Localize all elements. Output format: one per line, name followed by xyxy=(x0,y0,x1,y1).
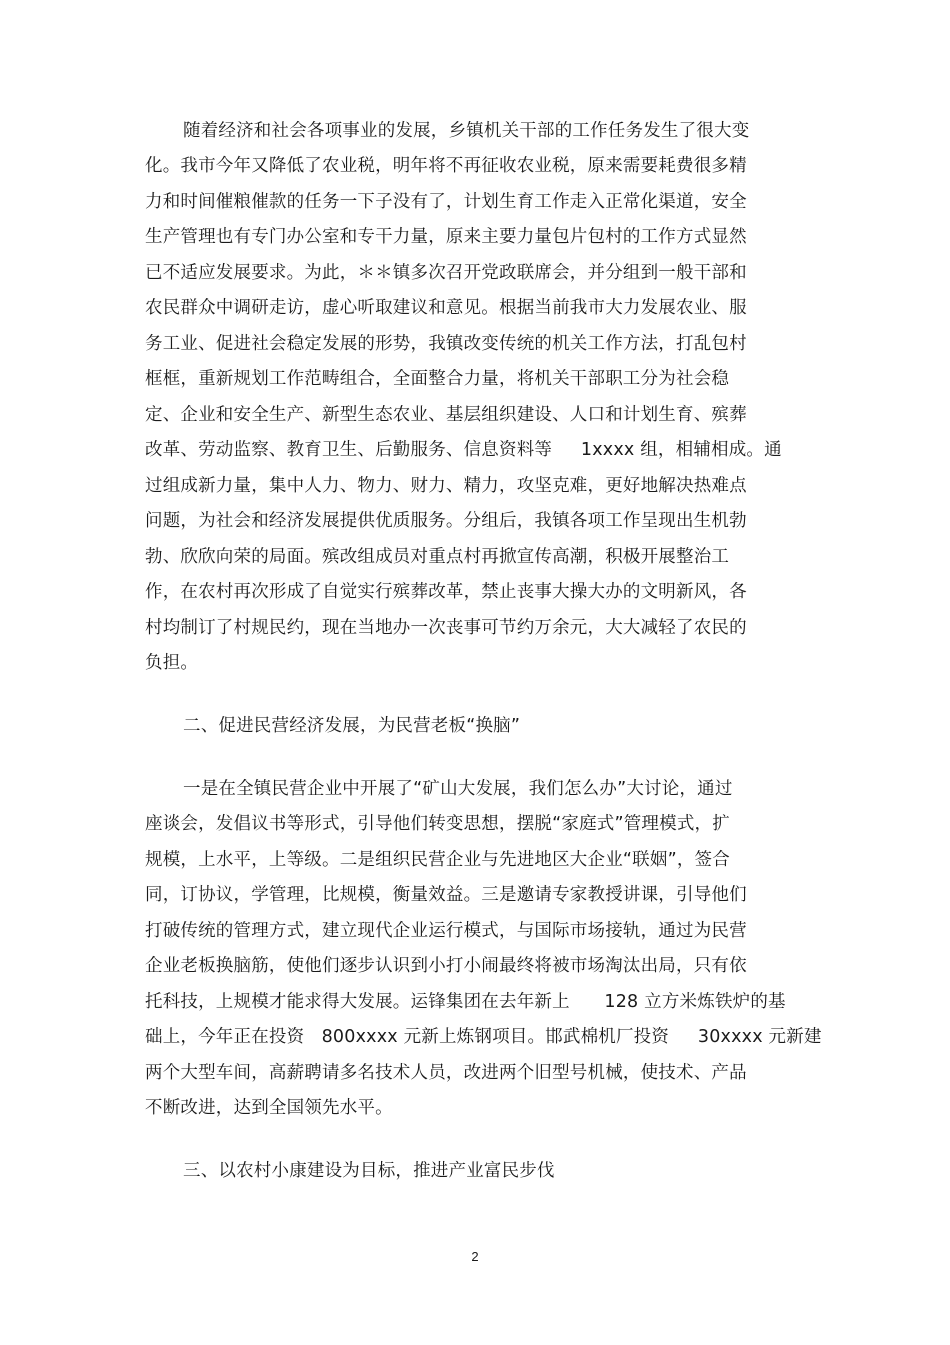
text-line: 务工业、促进社会稳定发展的形势，我镇改变传统的机关工作方法，打乱包村 xyxy=(145,334,747,354)
text-line: 企业老板换脑筋，使他们逐步认识到小打小闹最终将被市场淘汰出局，只有依 xyxy=(145,956,747,976)
text-line: 问题，为社会和经济发展提供优质服务。分组后，我镇各项工作呈现出生机勃 xyxy=(145,511,747,531)
text-line: 勃、欣欣向荣的局面。殡改组成员对重点村再掀宣传高潮，积极开展整治工 xyxy=(145,547,730,567)
text-line: 规模，上水平，上等级。二是组织民营企业与先进地区大企业“联姻”，签合 xyxy=(145,850,730,870)
text-line: 力和时间催粮催款的任务一下子没有了，计划生育工作走入正常化渠道，安全 xyxy=(145,192,747,212)
text-line: 托科技，上规模才能求得大发展。运锋集团在去年新上 128 立方米炼铁炉的基 xyxy=(145,992,786,1012)
text-line: 生产管理也有专门办公室和专干力量，原来主要力量包片包村的工作方式显然 xyxy=(145,227,747,247)
text-line: 随着经济和社会各项事业的发展，乡镇机关干部的工作任务发生了很大变 xyxy=(183,121,750,141)
text-line: 化。我市今年又降低了农业税，明年将不再征收农业税，原来需要耗费很多精 xyxy=(145,156,747,176)
section-heading: 二、促进民营经济发展，为民营老板“换脑” xyxy=(183,716,521,736)
text-line: 农民群众中调研走访，虚心听取建议和意见。根据当前我市大力发展农业、服 xyxy=(145,298,747,318)
text-line: 一是在全镇民营企业中开展了“矿山大发展，我们怎么办”大讨论，通过 xyxy=(183,779,733,799)
text-line: 负担。 xyxy=(145,653,199,673)
text-line: 座谈会，发倡议书等形式，引导他们转变思想，摆脱“家庭式”管理模式，扩 xyxy=(145,814,730,834)
section-heading: 三、以农村小康建设为目标，推进产业富民步伐 xyxy=(183,1161,555,1181)
text-line: 已不适应发展要求。为此，＊＊镇多次召开党政联席会，并分组到一般干部和 xyxy=(145,263,747,283)
text-line: 定、企业和安全生产、新型生态农业、基层组织建设、人口和计划生育、殡葬 xyxy=(145,405,747,425)
text-line: 改革、劳动监察、教育卫生、后勤服务、信息资料等 1xxxx 组，相辅相成。通 xyxy=(145,440,782,460)
text-line: 不断改进，达到全国领先水平。 xyxy=(145,1098,393,1118)
text-line: 村均制订了村规民约，现在当地办一次丧事可节约万余元，大大减轻了农民的 xyxy=(145,618,747,638)
text-line: 框框，重新规划工作范畴组合，全面整合力量，将机关干部职工分为社会稳 xyxy=(145,369,730,389)
page-number: 2 xyxy=(471,1249,479,1264)
text-line: 两个大型车间，高薪聘请多名技术人员，改进两个旧型号机械，使技术、产品 xyxy=(145,1063,747,1083)
text-line: 同，订协议，学管理，比规模，衡量效益。三是邀请专家教授讲课，引导他们 xyxy=(145,885,747,905)
text-line: 打破传统的管理方式，建立现代企业运行模式，与国际市场接轨，通过为民营 xyxy=(145,921,747,941)
text-line: 过组成新力量，集中人力、物力、财力、精力，攻坚克难，更好地解决热难点 xyxy=(145,476,747,496)
text-line: 作，在农村再次形成了自觉实行殡葬改革，禁止丧事大操大办的文明新风，各 xyxy=(145,582,747,602)
text-line: 础上，今年正在投资 800xxxx 元新上炼钢项目。邯武棉机厂投资 30xxxx 元新建 xyxy=(145,1027,822,1047)
